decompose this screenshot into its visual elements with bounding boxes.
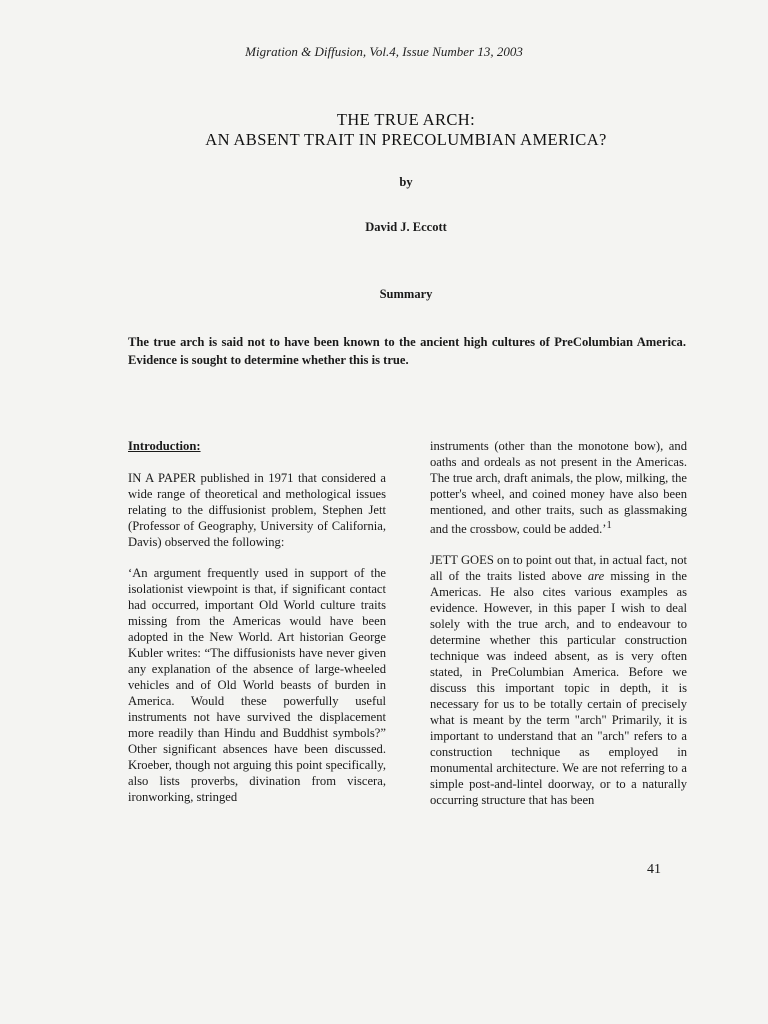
paragraph-4 <box>430 552 687 808</box>
emphasis-are: are <box>587 569 605 584</box>
right-column <box>430 438 687 823</box>
paragraph-2-quote: ‘An argument frequently used in support of the isolationist viewpoint is that, if significant contact had occurred, important Old World culture traits missing from the Americas would have been adopted in the New World. Art historian George Kubler writes: “The diffusionists have never given any explanation of the absence of large-wheeled vehicles and of Old World beasts of burden in America. Would these powerfully useful instruments not have survived the displacement more readily than Hindu and Buddhist symbols?” Other significant absences have been discussed. Kroeber, though not arguing this point specifically, also lists proverbs, divination from viscera, ironworking, stringed <box>128 566 386 804</box>
paragraph-1: IN A PAPER published in 1971 that considered a wide range of theoretical and methological issues relating to the diffusionist problem, Stephen Jett (Professor of Geography, University of California, Davis) observed the following: <box>128 471 386 549</box>
paragraph-4-text-start: JETT GOES on to point out that, in actual fact, not all of the traits listed above <box>430 553 687 584</box>
title-line-2: AN ABSENT TRAIT IN PRECOLUMBIAN AMERICA? <box>205 130 607 149</box>
article-title <box>0 110 768 150</box>
quote-continuation-text: instruments (other than the monotone bow), and oaths and ordeals as not present in the Americas. The true arch, draft animals, the plow, milking, the potter's wheel, and coined money have also been mentioned, and other traits, such as glassmaking and the crossbow, could be added.’ <box>430 439 687 537</box>
introduction-heading: Introduction: <box>128 439 201 453</box>
paragraph-4-text-end: missing in the Americas. He also cites various examples as evidence. However, in this paper I wish to deal solely with the true arch, and to endeavour to determine whether this particular construction technique was indeed absent, as is very often stated, in PreColumbian America. Before we discuss this important topic in depth, it is necessary for us to be totally certain of precisely what is meant by the term "arch" Primarily, it is important to understand that an "arch" refers to a construction technique as employed in monumental architecture. We are not referring to a simple post-and-lintel doorway, or to a naturally occurring structure that has been <box>430 569 687 808</box>
title-line-1: THE TRUE ARCH: <box>336 110 476 129</box>
running-head: Migration & Diffusion, Vol.4, Issue Number 13, 2003 <box>245 44 523 59</box>
left-column <box>128 438 386 820</box>
author-name: David J. Eccott <box>365 220 447 234</box>
summary-text: The true arch is said not to have been known to the ancient high cultures of PreColumbian America. Evidence is sought to determine whether this is true. <box>128 335 686 367</box>
page-number: 41 <box>647 862 661 877</box>
summary-heading: Summary <box>379 287 433 301</box>
footnote-marker: 1 <box>606 520 612 531</box>
paragraph-3-quote-continued <box>430 438 687 537</box>
byline-by: by <box>399 175 413 189</box>
